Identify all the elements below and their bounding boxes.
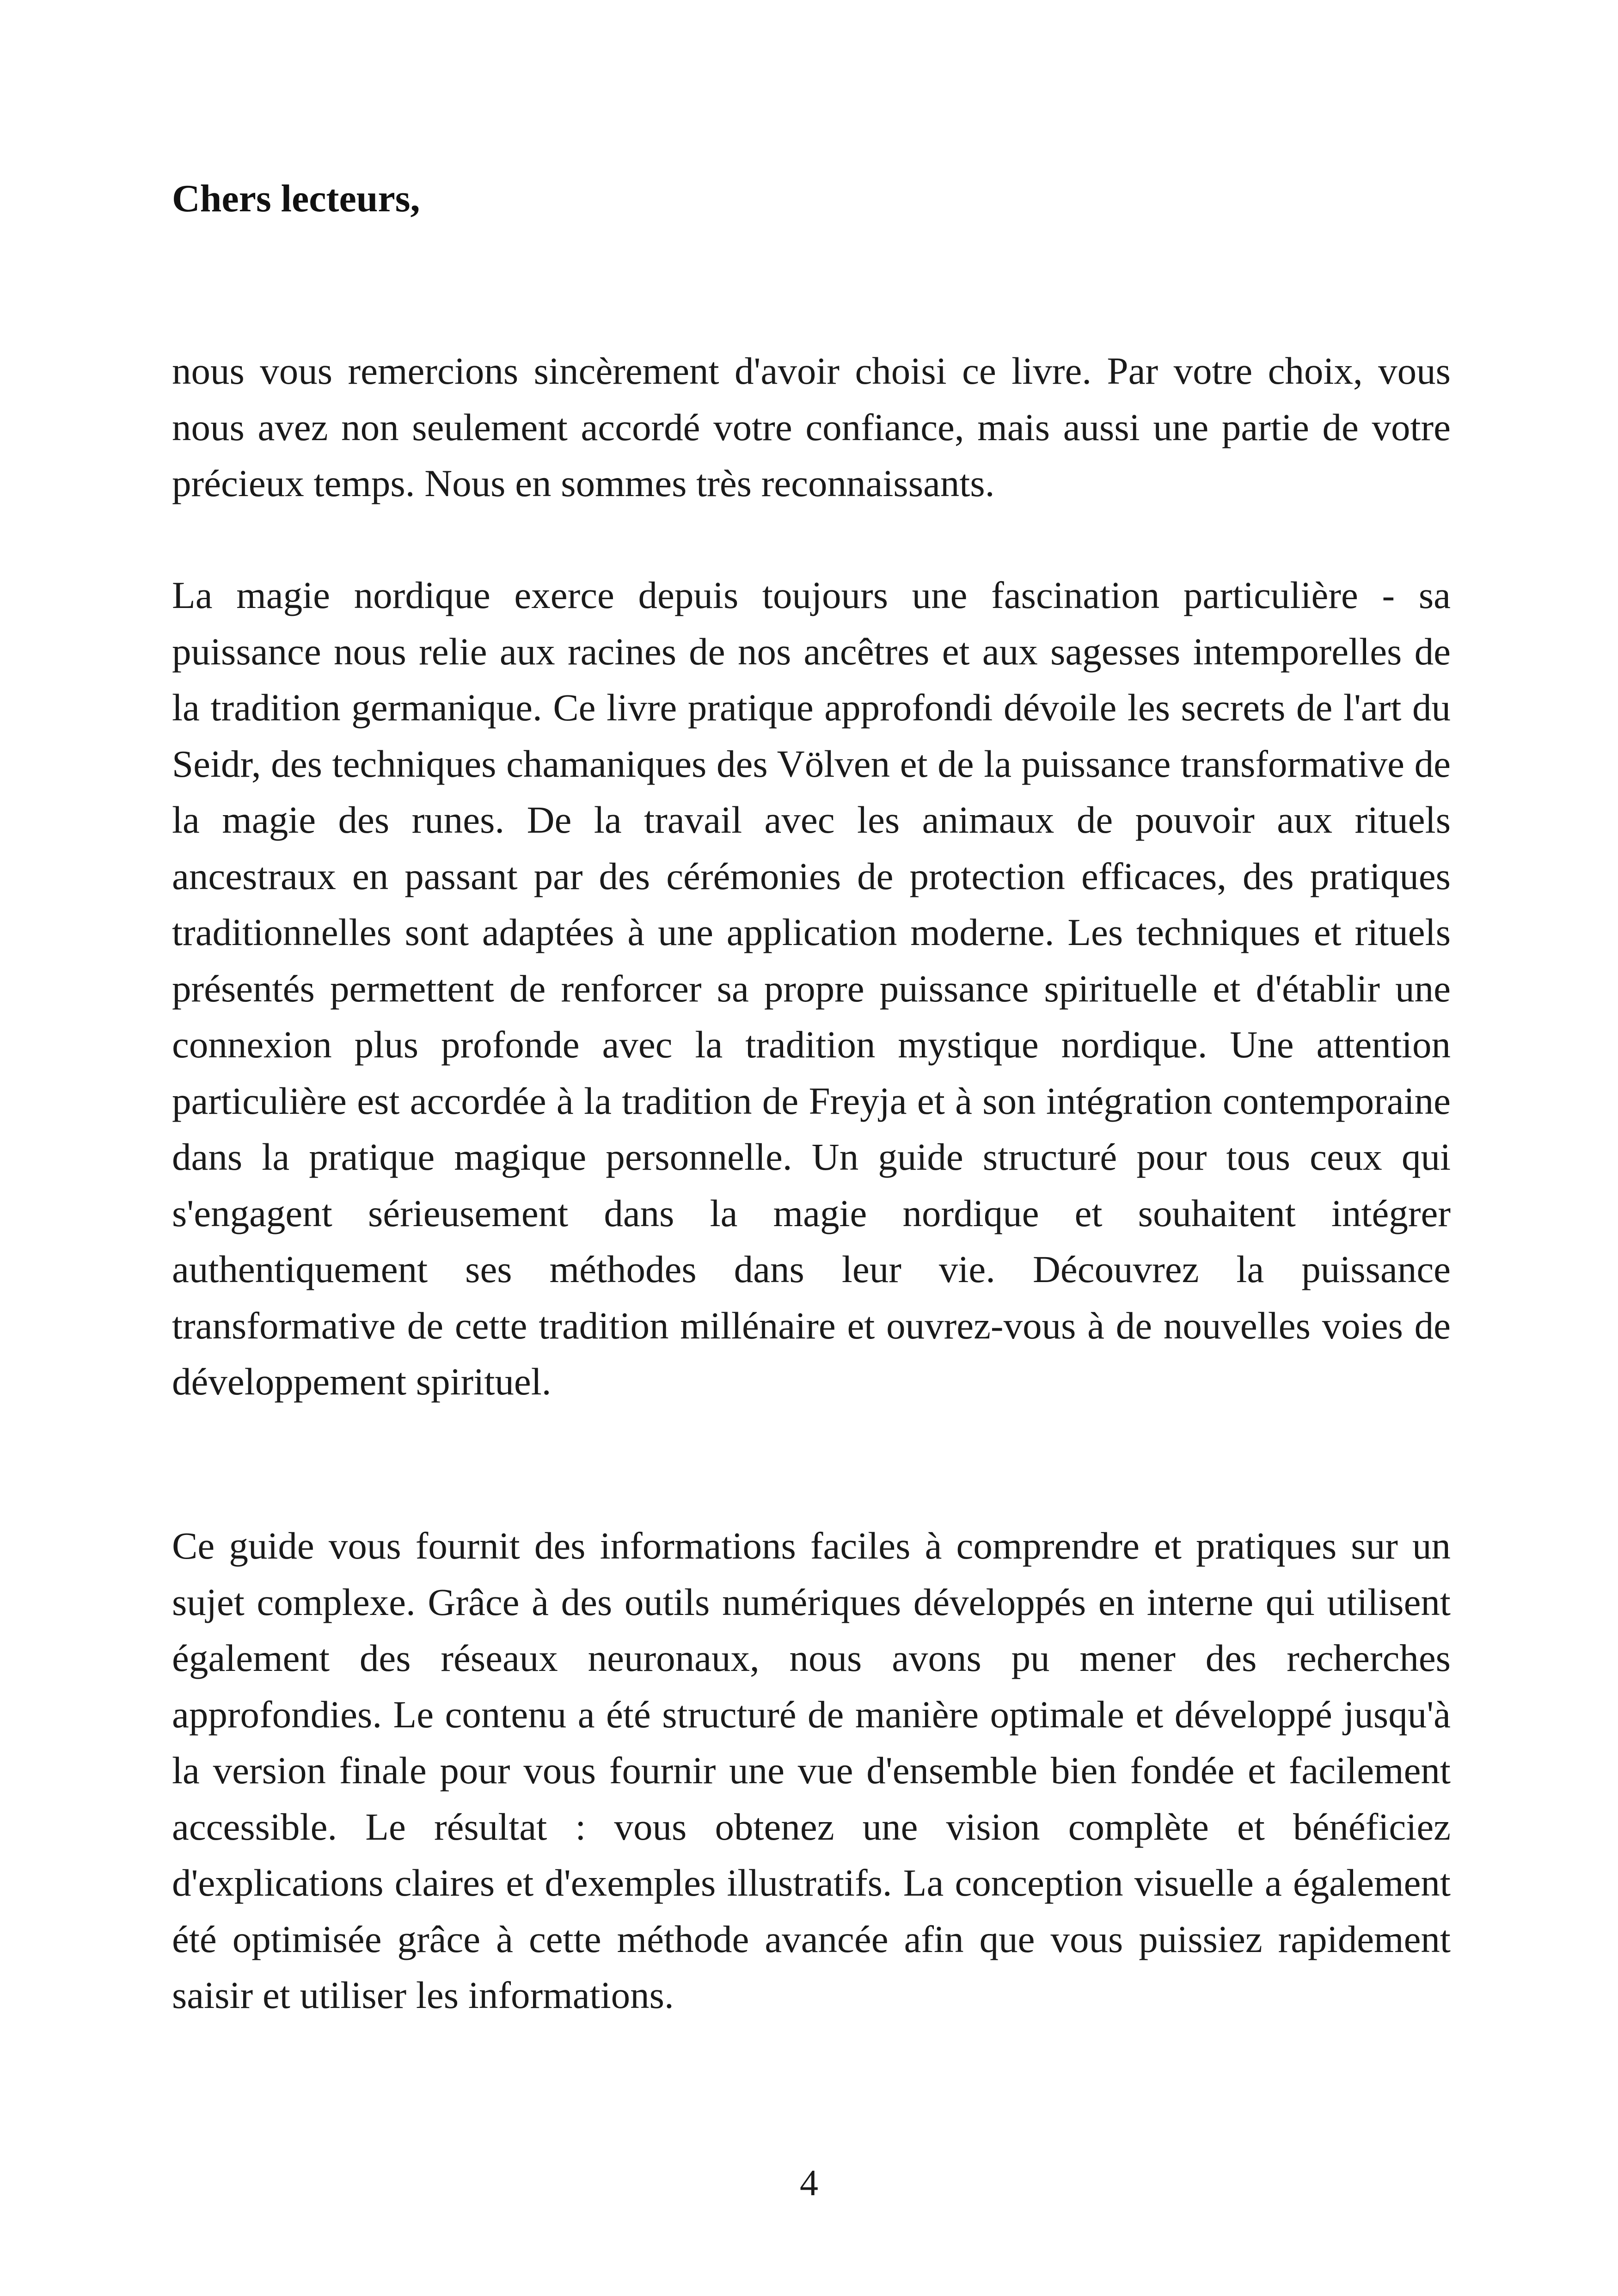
paragraph-nordic-magic: La magie nordique exerce depuis toujours une fascination particulière - sa puissance nous relie aux racines de nos ancêtres et aux sagesses intemporelles de la tradition germanique. Ce livre pratique approfondi dévoile les secrets de l'art du Seidr, des techniques chamaniques des Völven et de la puissance transformative de la magie des runes. De la travail avec les animaux de pouvoir aux rituels ancestraux en passant par des cérémonies de protection efficaces, des pratiques traditionnelles sont adaptées à une application moderne. Les techniques et rituels présentés permettent de renforcer sa propre puissance spirituelle et d'établir une connexion plus profonde avec la tradition mystique nordique. Une attention particulière est accordée à la tradition de Freyja et à son intégration contemporaine dans la pratique magique personnelle. Un guide structuré pour tous ceux qui s'engagent sérieusement dans la magie nordique et souhaitent intégrer authentiquement ses méthodes dans leur vie. Découvrez la puissance transformative de cette tradition millénaire et ouvrez-vous à de nouvelles voies de développement spirituel. [172, 574, 1451, 1403]
paragraph-guide-method: Ce guide vous fournit des informations faciles à comprendre et pratiques sur un sujet complexe. Grâce à des outils numériques développés en interne qui utilisent également des réseaux neuronaux, nous avons pu mener des recherches approfondies. Le contenu a été structuré de manière optimale et développé jusqu'à la version finale pour vous fournir une vue d'ensemble bien fondée et facilement accessible. Le résultat : vous obtenez une vision complète et bénéficiez d'explications claires et d'exemples illustratifs. La conception visuelle a également été optimisée grâce à cette méthode avancée afin que vous puissiez rapidement saisir et utiliser les informations. [172, 1524, 1451, 2016]
salutation-heading: Chers lecteurs, [172, 177, 420, 220]
paragraph-thanks: nous vous remercions sincèrement d'avoir choisi ce livre. Par votre choix, vous nous avez non seulement accordé votre confiance, mais aussi une partie de votre précieux temps. Nous en sommes très reconnaissants. [172, 350, 1451, 504]
page-number: 4 [800, 2163, 818, 2204]
